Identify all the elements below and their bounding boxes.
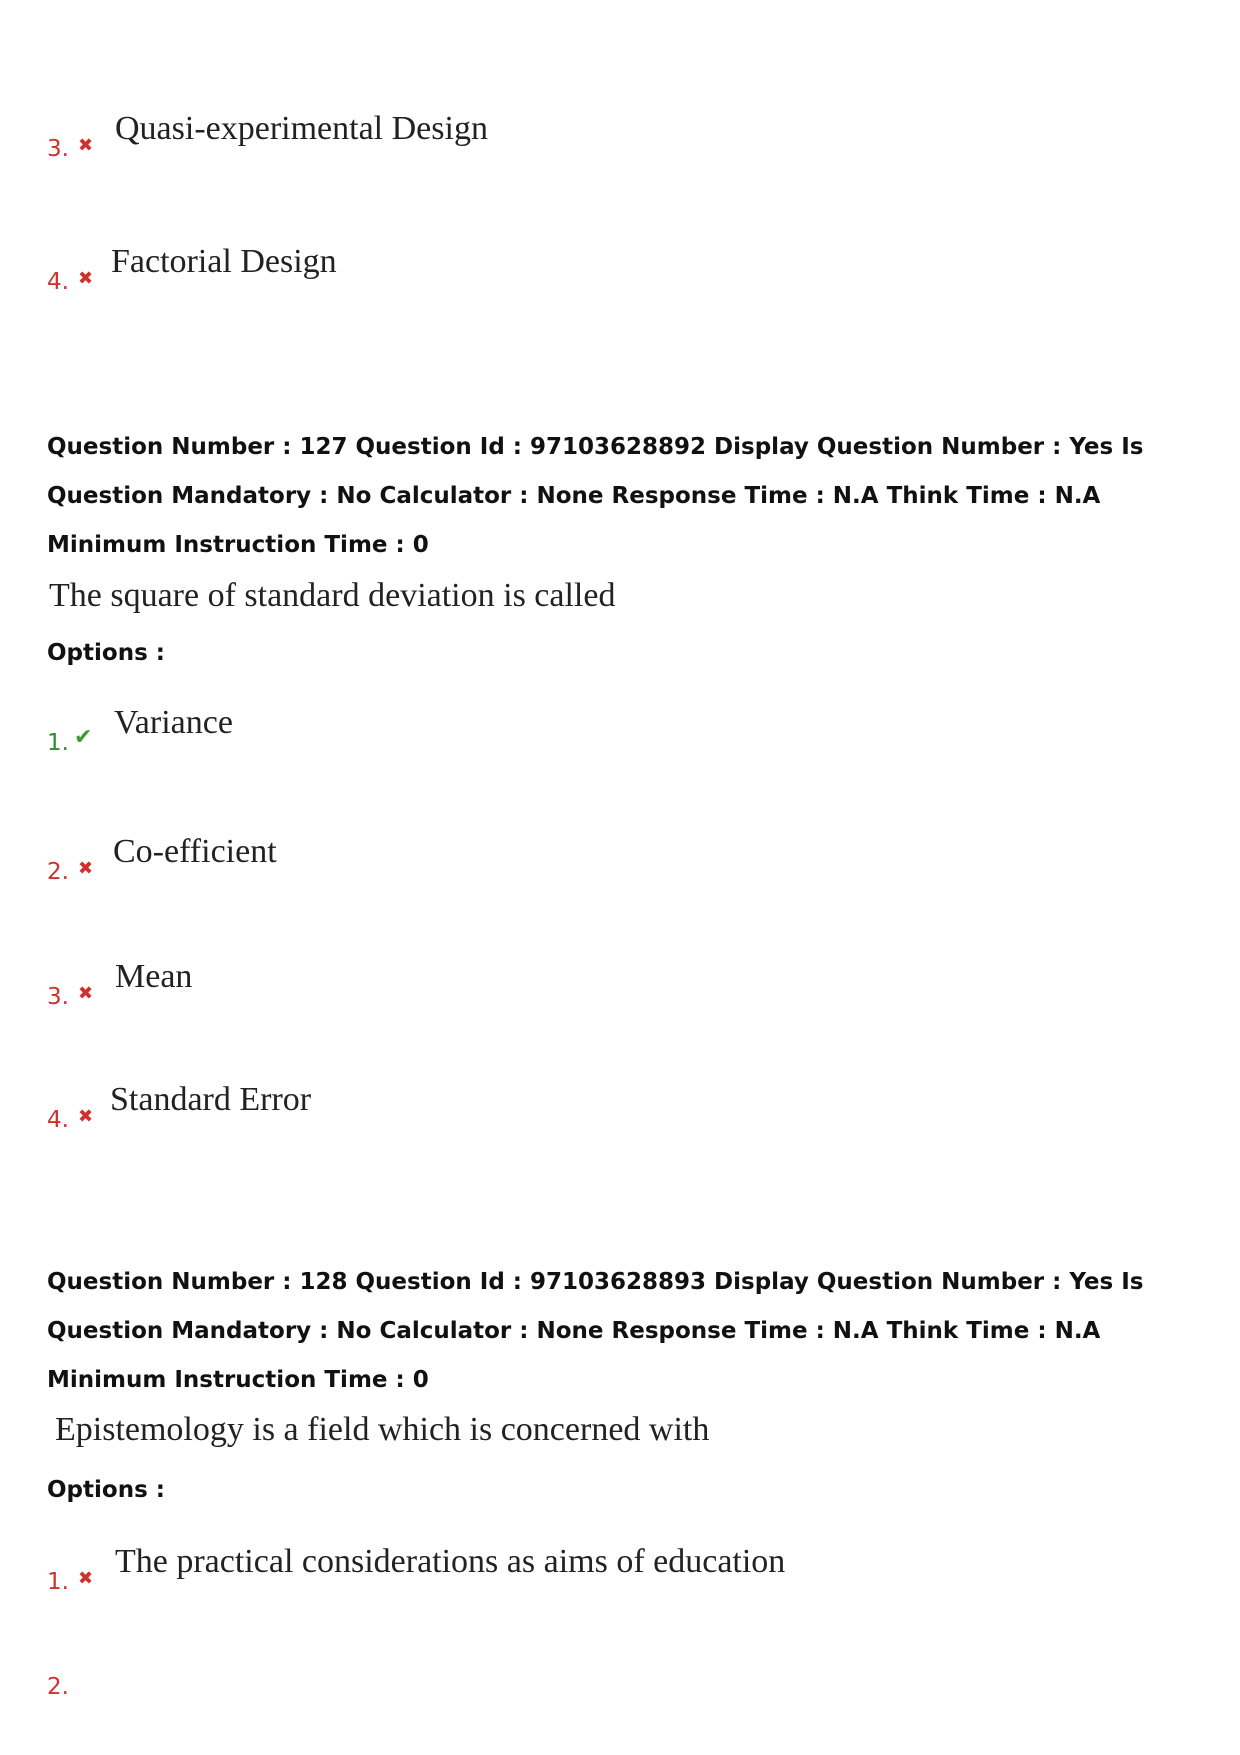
question-meta-127: Question Number : 127 Question Id : 97103628892 Display Question Number : Yes Is Question Mandatory : No Calculator : None Response Time : N.A Think Time : N.A Minimum Instruction Time : 0 (47, 434, 1144, 558)
check-icon: ✔ (74, 725, 93, 750)
option-number: 1. (47, 730, 69, 756)
cross-icon: ✖ (78, 1106, 94, 1127)
question-text-128: Epistemology is a field which is concerned with (55, 1411, 710, 1448)
cross-icon: ✖ (78, 858, 94, 879)
options-label: Options : (47, 1477, 165, 1503)
option-text: The practical considerations as aims of education (115, 1543, 786, 1580)
option-number: 3. (47, 136, 69, 162)
cross-icon: ✖ (78, 1568, 94, 1589)
option-number: 2. (47, 1674, 69, 1700)
options-label: Options : (47, 640, 165, 666)
option-text: Quasi-experimental Design (115, 110, 488, 147)
question-meta-128: Question Number : 128 Question Id : 97103628893 Display Question Number : Yes Is Question Mandatory : No Calculator : None Response Time : N.A Think Time : N.A Minimum Instruction Time : 0 (47, 1269, 1144, 1393)
option-text: Co-efficient (113, 833, 277, 870)
cross-icon: ✖ (78, 135, 94, 156)
cross-icon: ✖ (78, 268, 94, 289)
option-number: 3. (47, 984, 69, 1010)
question-text-127: The square of standard deviation is called (49, 577, 616, 614)
option-number: 4. (47, 1107, 69, 1133)
option-text: Mean (115, 958, 193, 995)
option-number: 1. (47, 1569, 69, 1595)
option-number: 2. (47, 859, 69, 885)
option-text: Variance (114, 704, 233, 741)
option-text: Standard Error (110, 1081, 312, 1118)
cross-icon: ✖ (78, 983, 94, 1004)
option-text: Factorial Design (111, 243, 337, 280)
option-number: 4. (47, 269, 69, 295)
